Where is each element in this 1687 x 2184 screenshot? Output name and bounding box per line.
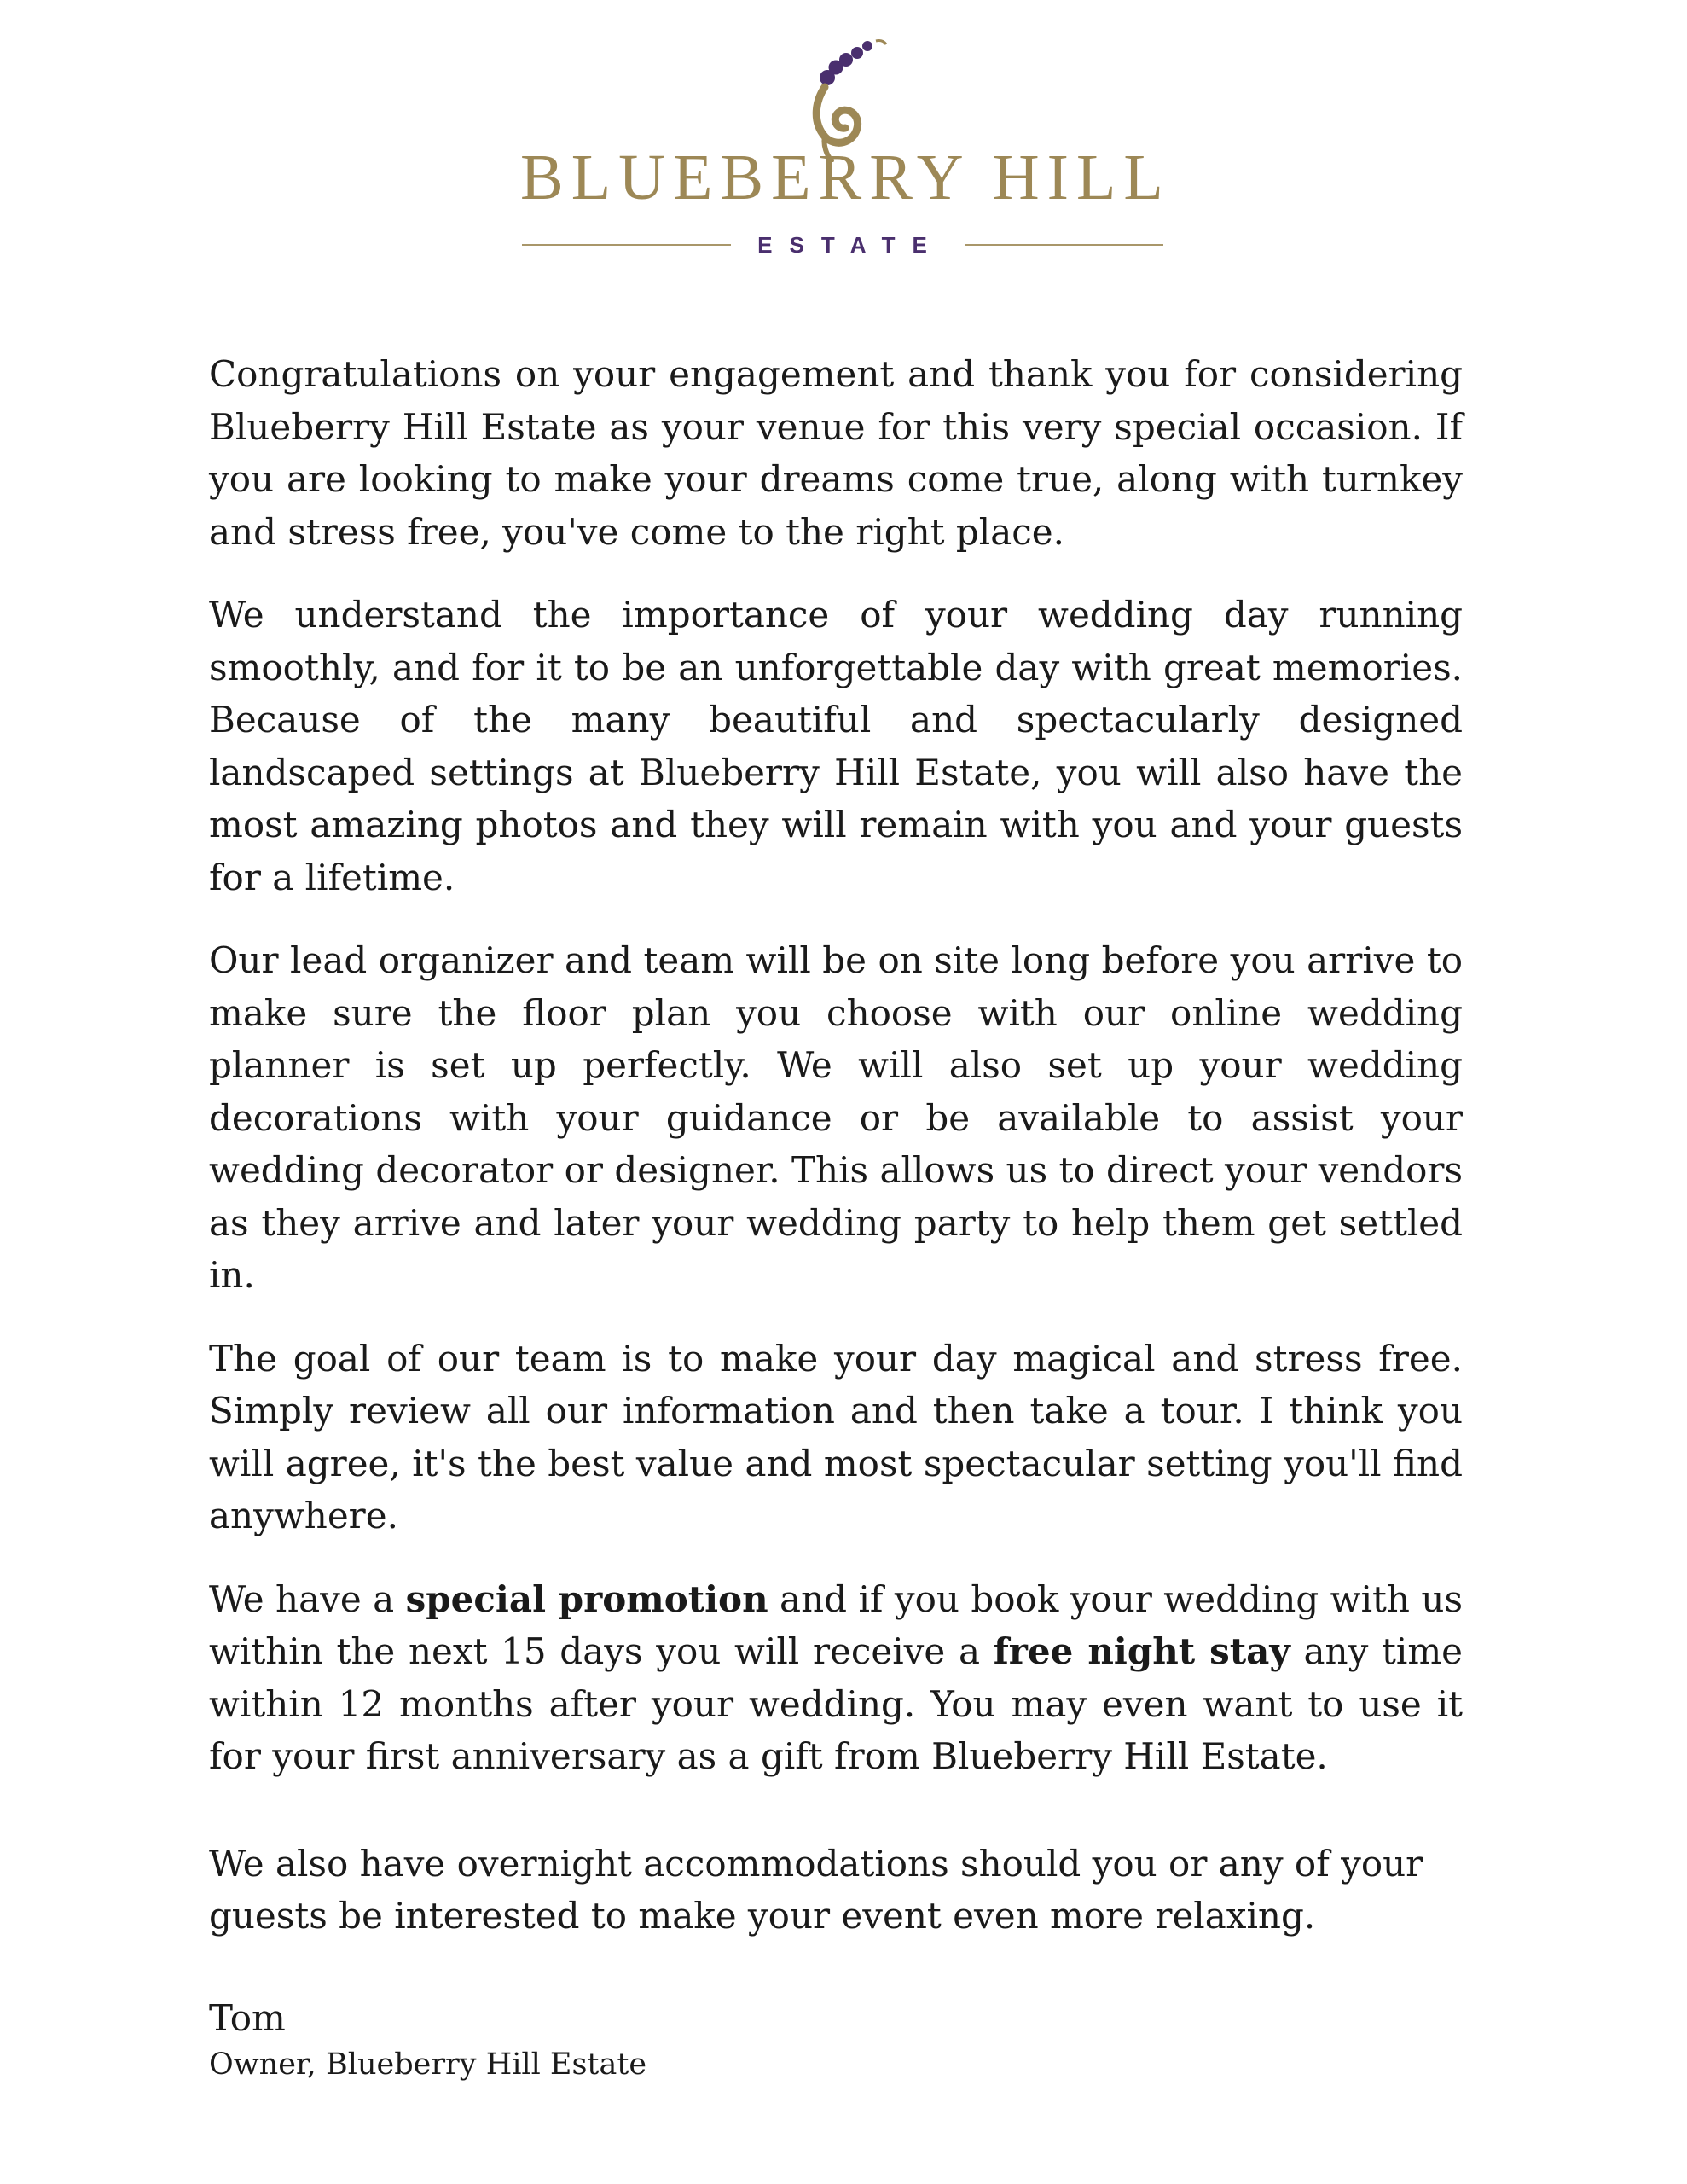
brand-name: BLUEBERRY HILL bbox=[520, 142, 1171, 213]
promotion-text-2: and if you book your wedding with us within the next 15 days you will receive a bbox=[209, 1577, 1464, 1672]
promotion-text-3: any time within 12 months after your wedding. You may even want to use it for your first anniversary as a gift from Blueberry Hill Estate. bbox=[209, 1630, 1464, 1777]
signature-title: Owner, Blueberry Hill Estate bbox=[209, 2047, 647, 2082]
paragraph-importance: We understand the importance of your wedding day running smoothly, and for it to be an unforgettable day with great memories. Because of the many beautiful and spectacularly designed landscaped settings at Blueberry Hill Estate, you will also have the most amazing photos and they will remain with you and your guests for a lifetime. bbox=[209, 594, 1463, 898]
brand-subtitle-row bbox=[522, 232, 1163, 258]
letterhead bbox=[0, 34, 1687, 256]
paragraph-organizer: Our lead organizer and team will be on site long before you arrive to make sure the floor plan you choose with our online wedding planner is set up perfectly. We will also set up your wedding decorations with your guidance or be available to assist your wedding decorator or designer. This allows us to direct your vendors as they arrive and later your wedding party to help them get settled in. bbox=[209, 939, 1463, 1296]
promotion-highlight: special promotion bbox=[405, 1577, 768, 1620]
paragraph-goal: The goal of our team is to make your day magical and stress free. Simply review all our information and then take a tour. I think you will agree, it's the best value and most spectacular setting you'll find anywhere. bbox=[209, 1337, 1463, 1536]
brand-subtitle: ESTATE bbox=[757, 232, 944, 258]
free-night-highlight: free night stay bbox=[993, 1630, 1290, 1672]
letter-body bbox=[209, 348, 1463, 2086]
paragraph-promotion bbox=[209, 1573, 1463, 1783]
paragraph-intro: Congratulations on your engagement and thank you for considering Blueberry Hill Estate as your venue for this very special occasion. If you are looking to make your dreams come true, along with turnkey and stress free, you've come to the right place. bbox=[209, 353, 1463, 553]
divider-line-left bbox=[522, 244, 731, 246]
divider-line-right bbox=[965, 244, 1163, 246]
paragraph-accommodations: We also have overnight accommodations should you or any of your guests be interested to make your event even more relaxing. bbox=[209, 1842, 1423, 1937]
promotion-text-1: We have a bbox=[209, 1577, 406, 1620]
signature-name: Tom bbox=[209, 1996, 286, 2039]
